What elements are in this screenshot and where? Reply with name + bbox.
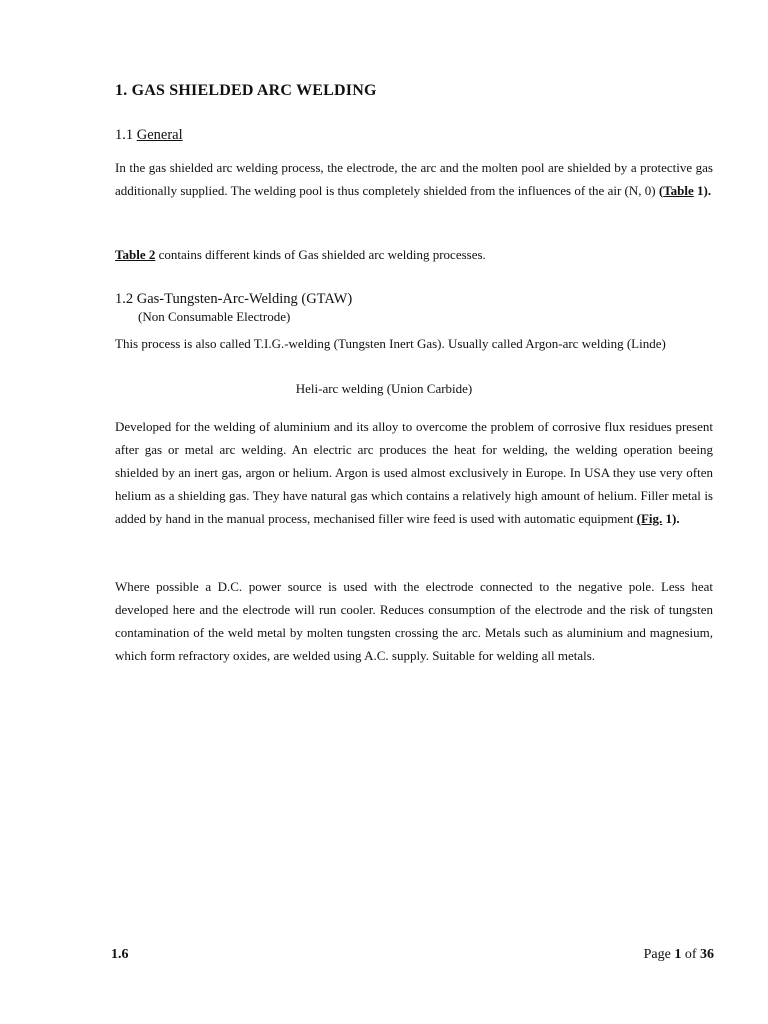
fig1-reference[interactable] <box>637 511 680 526</box>
subsection-title: Gas-Tungsten-Arc-Welding (GTAW) <box>136 291 353 307</box>
gtaw-paragraph-3: Where possible a D.C. power source is used with the electrode connected to the negative pole. Less heat developed here and the electrode will run cooler. Reduces consumption of the electrode and the risk of tungsten contamination of the weld metal by molten tungsten crossing the arc. Metals such as aluminium and magnesium, which form refractory oxides, are welded using A.C. supply. Suitable for welding all metals. <box>115 579 713 663</box>
subsection-general-heading <box>115 127 183 144</box>
page-label: Page <box>643 947 671 962</box>
gtaw-paragraph-2 <box>115 415 713 530</box>
subsection-number: 1.1 <box>115 127 134 143</box>
fig1-link[interactable]: (Fig. <box>636 511 663 526</box>
ref-open: ( <box>658 183 664 198</box>
section-heading: 1. GAS SHIELDED ARC WELDING <box>115 82 377 99</box>
page-current: 1 <box>674 947 682 962</box>
page-of: of <box>684 947 697 962</box>
subsection-number: 1.2 <box>115 291 134 307</box>
ref-close: 1). <box>662 511 680 526</box>
footer-section-number: 1.6 <box>111 947 129 962</box>
general-paragraph-2 <box>115 246 713 264</box>
footer-page-indicator <box>644 947 714 963</box>
paragraph-text: Developed for the welding of aluminium and its alloy to overcome the problem of corrosive flux residues present after gas or metal arc welding. An electric arc produces the heat for welding, the welding operation beeing shielded by an inert gas, argon or helium. Argon is used almost exclusively in Europe. In USA they use very often helium as a shielding gas. They have natural gas which contains a relatively high amount of helium. Filler metal is added by hand in the manual process, mechanised filler wire feed is used with automatic equipment <box>115 419 713 526</box>
gtaw-paragraph-1: This process is also called T.I.G.-welding (Tungsten Inert Gas). Usually called Argon-arc welding (Linde) <box>115 336 666 351</box>
subsection-gtaw-heading <box>115 291 352 308</box>
general-paragraph-1 <box>115 156 713 202</box>
table2-link[interactable]: Table 2 <box>115 247 156 262</box>
subsection-subtitle: (Non Consumable Electrode) <box>138 309 291 324</box>
table1-reference[interactable] <box>659 183 711 198</box>
subsection-title: General <box>136 127 183 143</box>
paragraph-text: contains different kinds of Gas shielded arc welding processes. <box>155 247 486 262</box>
ref-close: 1). <box>693 183 712 198</box>
table1-link[interactable]: Table <box>663 183 694 198</box>
page-total: 36 <box>700 947 714 962</box>
gtaw-centered-line: Heli-arc welding (Union Carbide) <box>295 381 473 396</box>
paragraph-text: In the gas shielded arc welding process, the electrode, the arc and the molten pool are shielded by a protective gas additionally supplied. The welding pool is thus completely shielded from the influences of the air (N, 0) <box>115 160 713 198</box>
